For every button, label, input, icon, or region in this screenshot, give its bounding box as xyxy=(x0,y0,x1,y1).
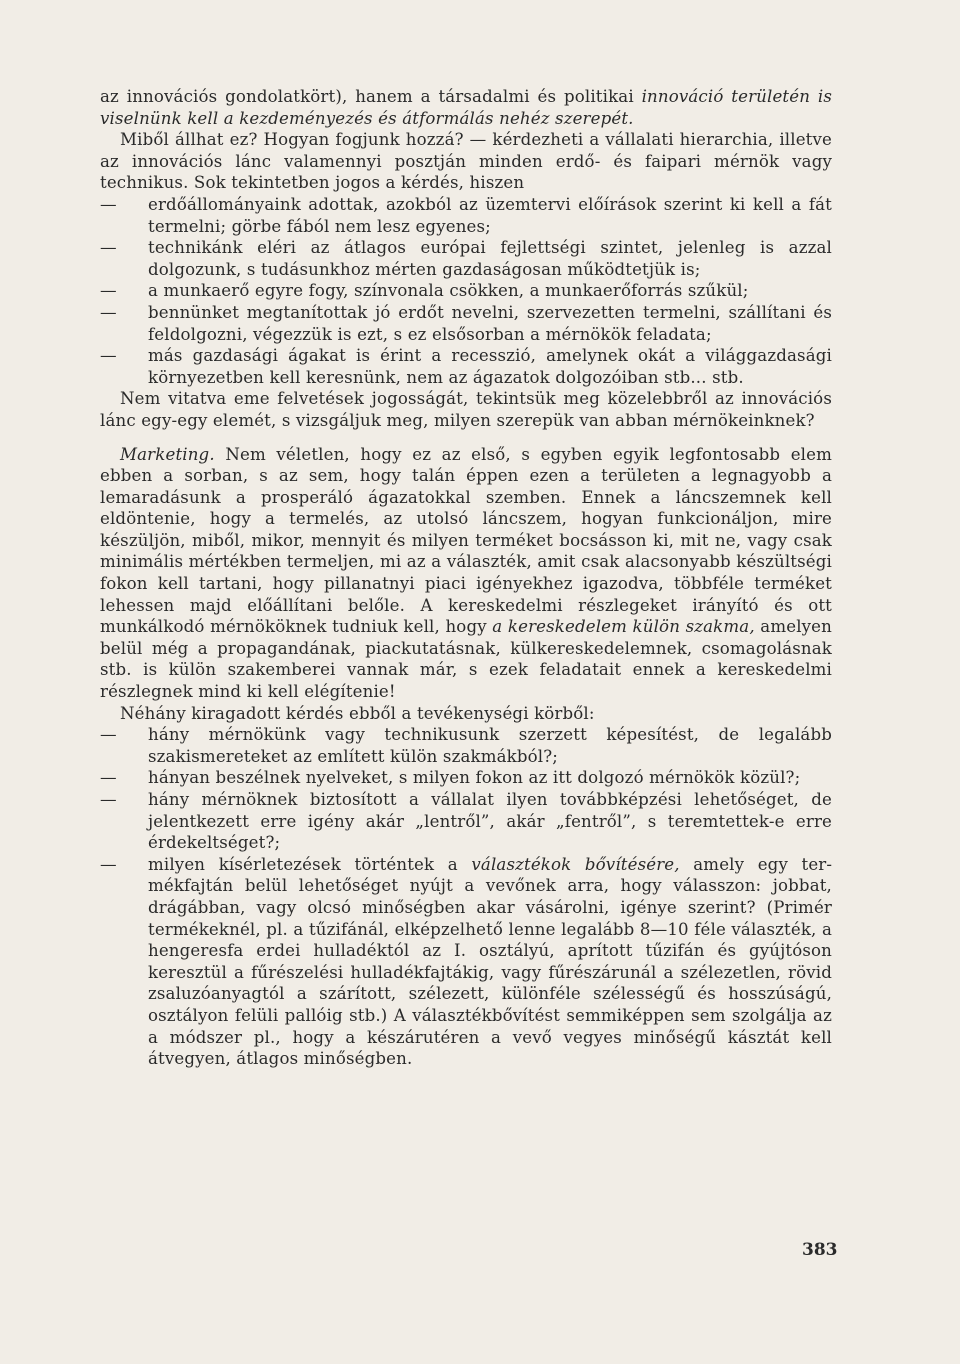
list-item-text: hányan beszélnek nyelveket, s milyen fokon az itt dolgozó mérnökök közül?; xyxy=(148,768,801,788)
dash-mark: — xyxy=(100,790,117,809)
paragraph-3: Nem vitatva eme felvetések jogosságát, tekintsük meg közelebbről az innovációs lánc egy-egy elemét, s vizsgáljuk meg, milyen szerepük van abban mérnökeinknek? xyxy=(100,389,832,430)
list-item-text: erdőállományaink adottak, azokból az üzemtervi előírások szerint ki kell a fát termelni; görbe fából nem lesz egyenes; xyxy=(148,194,832,236)
paragraph-1-text: az innovációs gondolatkört), hanem a társadalmi és politikai xyxy=(100,87,642,106)
list-item xyxy=(100,789,832,854)
bullet-list-1 xyxy=(100,194,832,388)
paragraph-1-emphasis: innováció területén is viselnünk kell a kezdeményezés és átformálás nehéz szerepét. xyxy=(100,87,832,128)
dash-mark: — xyxy=(100,768,117,788)
body-text xyxy=(100,86,832,1070)
list-item xyxy=(100,724,832,767)
list-item-emphasis: választékok bővítésére, xyxy=(471,854,680,874)
marketing-text-2: amelyen belül még a propagandának, piackutatásnak, külkereskedelemnek, csomagolásnak stb. is külön szakemberei vannak már, s ezek feladatait ennek a kereskedelmi részlegnek mind ki kell elégítenie! xyxy=(100,617,832,702)
list-item xyxy=(100,280,832,302)
marketing-emphasis: a kereskedelem külön szakma, xyxy=(492,617,755,637)
list-item xyxy=(100,854,832,1070)
bullet-list-2 xyxy=(100,724,832,1070)
dash-mark: — xyxy=(100,194,117,214)
dash-mark: — xyxy=(100,346,117,366)
dash-mark: — xyxy=(100,281,117,301)
list-item xyxy=(100,237,832,280)
page-number: 383 xyxy=(802,1240,838,1260)
list-item-text: milyen kísérletezések történtek a xyxy=(148,854,472,874)
list-item-text: hány mérnökünk vagy technikusunk szerzett képesítést, de legalább szakismereteket az említett külön szakmákból?; xyxy=(148,725,832,766)
list-item xyxy=(100,767,832,789)
marketing-heading: Marketing. xyxy=(120,444,215,464)
list-item-text: a munkaerő egyre fogy, színvonala csökken, a munkaerőforrás szűkül; xyxy=(148,281,749,301)
list-item xyxy=(100,345,832,388)
dash-mark: — xyxy=(100,725,117,745)
dash-mark: — xyxy=(100,302,117,322)
list-item-text-2: amely egy termékfajtán belül lehetőséget nyújt a vevőnek arra, hogy válasszon: jobbat, drágábban, vagy olcsó minőségben akar vásárolni, igénye szerint? (Primér termékeknél, pl. a tűzifánál, elképzelhető lenne legalább 8—10 féle választék, a hengeresfa erdei hulladéktól az I. osztályú, aprított tűzifán és gyújtóson keresztül a fűrészelési hulladékfajtákig, vagy fűrészárunál a szélezetlen, rövid zsaluzóanyagtól a szárított, szélezett, különféle szélességű és hosszúságú, osztályon felüli pallóig stb.) A választékbővítést semmiképpen sem szolgálja az a módszer pl., hogy a készárutéren a vevő vegyes minőségű kásztát kell átvegyen, átlagos minőségben. xyxy=(148,854,833,1069)
list-item-text: hány mérnöknek biztosított a vállalat ilyen továbbképzési lehetőséget, de jelentkezett erre igény akár „lentről”, akár „fentről”, s teremtettek-e erre érdekeltséget?; xyxy=(148,790,832,853)
list-item-text: bennünket megtanítottak jó erdőt nevelni, szervezetten termelni, szállítani és feldolgozni, végezzük is ezt, s ez elsősorban a mérnökök feladata; xyxy=(148,302,832,344)
marketing-text-1: Nem véletlen, hogy ez az első, s egyben egyik legfontosabb elem ebben a sorban, s az sem, hogy talán éppen ezen a területen a legnagyobb a lemaradásunk a prosperáló ágazatokkal szemben. Ennek a láncszemnek kell eldöntenie, hogy a termelés, az utolsó láncszem, hogyan funkcionáljon, mire készüljön, miből, mikor, mennyit és milyen terméket bocsásson ki, mit ne, vagy csak minimális mértékben termeljen, mi az a választék, amit csak alacsonyabb készültségi fokon kell tartani, hogy pillanatnyi piaci igényekhez igazodva, többféle terméket lehessen majd előállítani belőle. A kereskedelmi részlegeket irányító és ott munkálkodó mérnököknek tudniuk kell, hogy xyxy=(100,444,832,637)
dash-mark: — xyxy=(100,854,117,874)
list-item-text: más gazdasági ágakat is érint a recesszió, amelynek okát a világgazdasági környezetben kell keresnünk, nem az ágazatok dolgozóiban stb... stb. xyxy=(148,346,832,387)
paragraph-1 xyxy=(100,86,832,129)
list-item-text: technikánk eléri az átlagos európai fejlettségi szintet, jelenleg is azzal dolgozunk, s tudásunkhoz mérten gazdaságosan működtetjük is; xyxy=(148,238,832,279)
dash-mark: — xyxy=(100,238,117,258)
paragraph-marketing xyxy=(100,444,832,703)
paragraph-5: Néhány kiragadott kérdés ebből a tevékenységi körből: xyxy=(120,703,595,723)
list-item xyxy=(100,194,832,237)
paragraph-2: Miből állhat ez? Hogyan fogjunk hozzá? — kérdezheti a vállalati hierarchia, illetve az innovációs lánc valamennyi posztján minden erdő- és faipari mérnök vagy technikus. Sok tekintetben jogos a kérdés, hiszen xyxy=(100,130,832,193)
list-item xyxy=(100,302,832,345)
